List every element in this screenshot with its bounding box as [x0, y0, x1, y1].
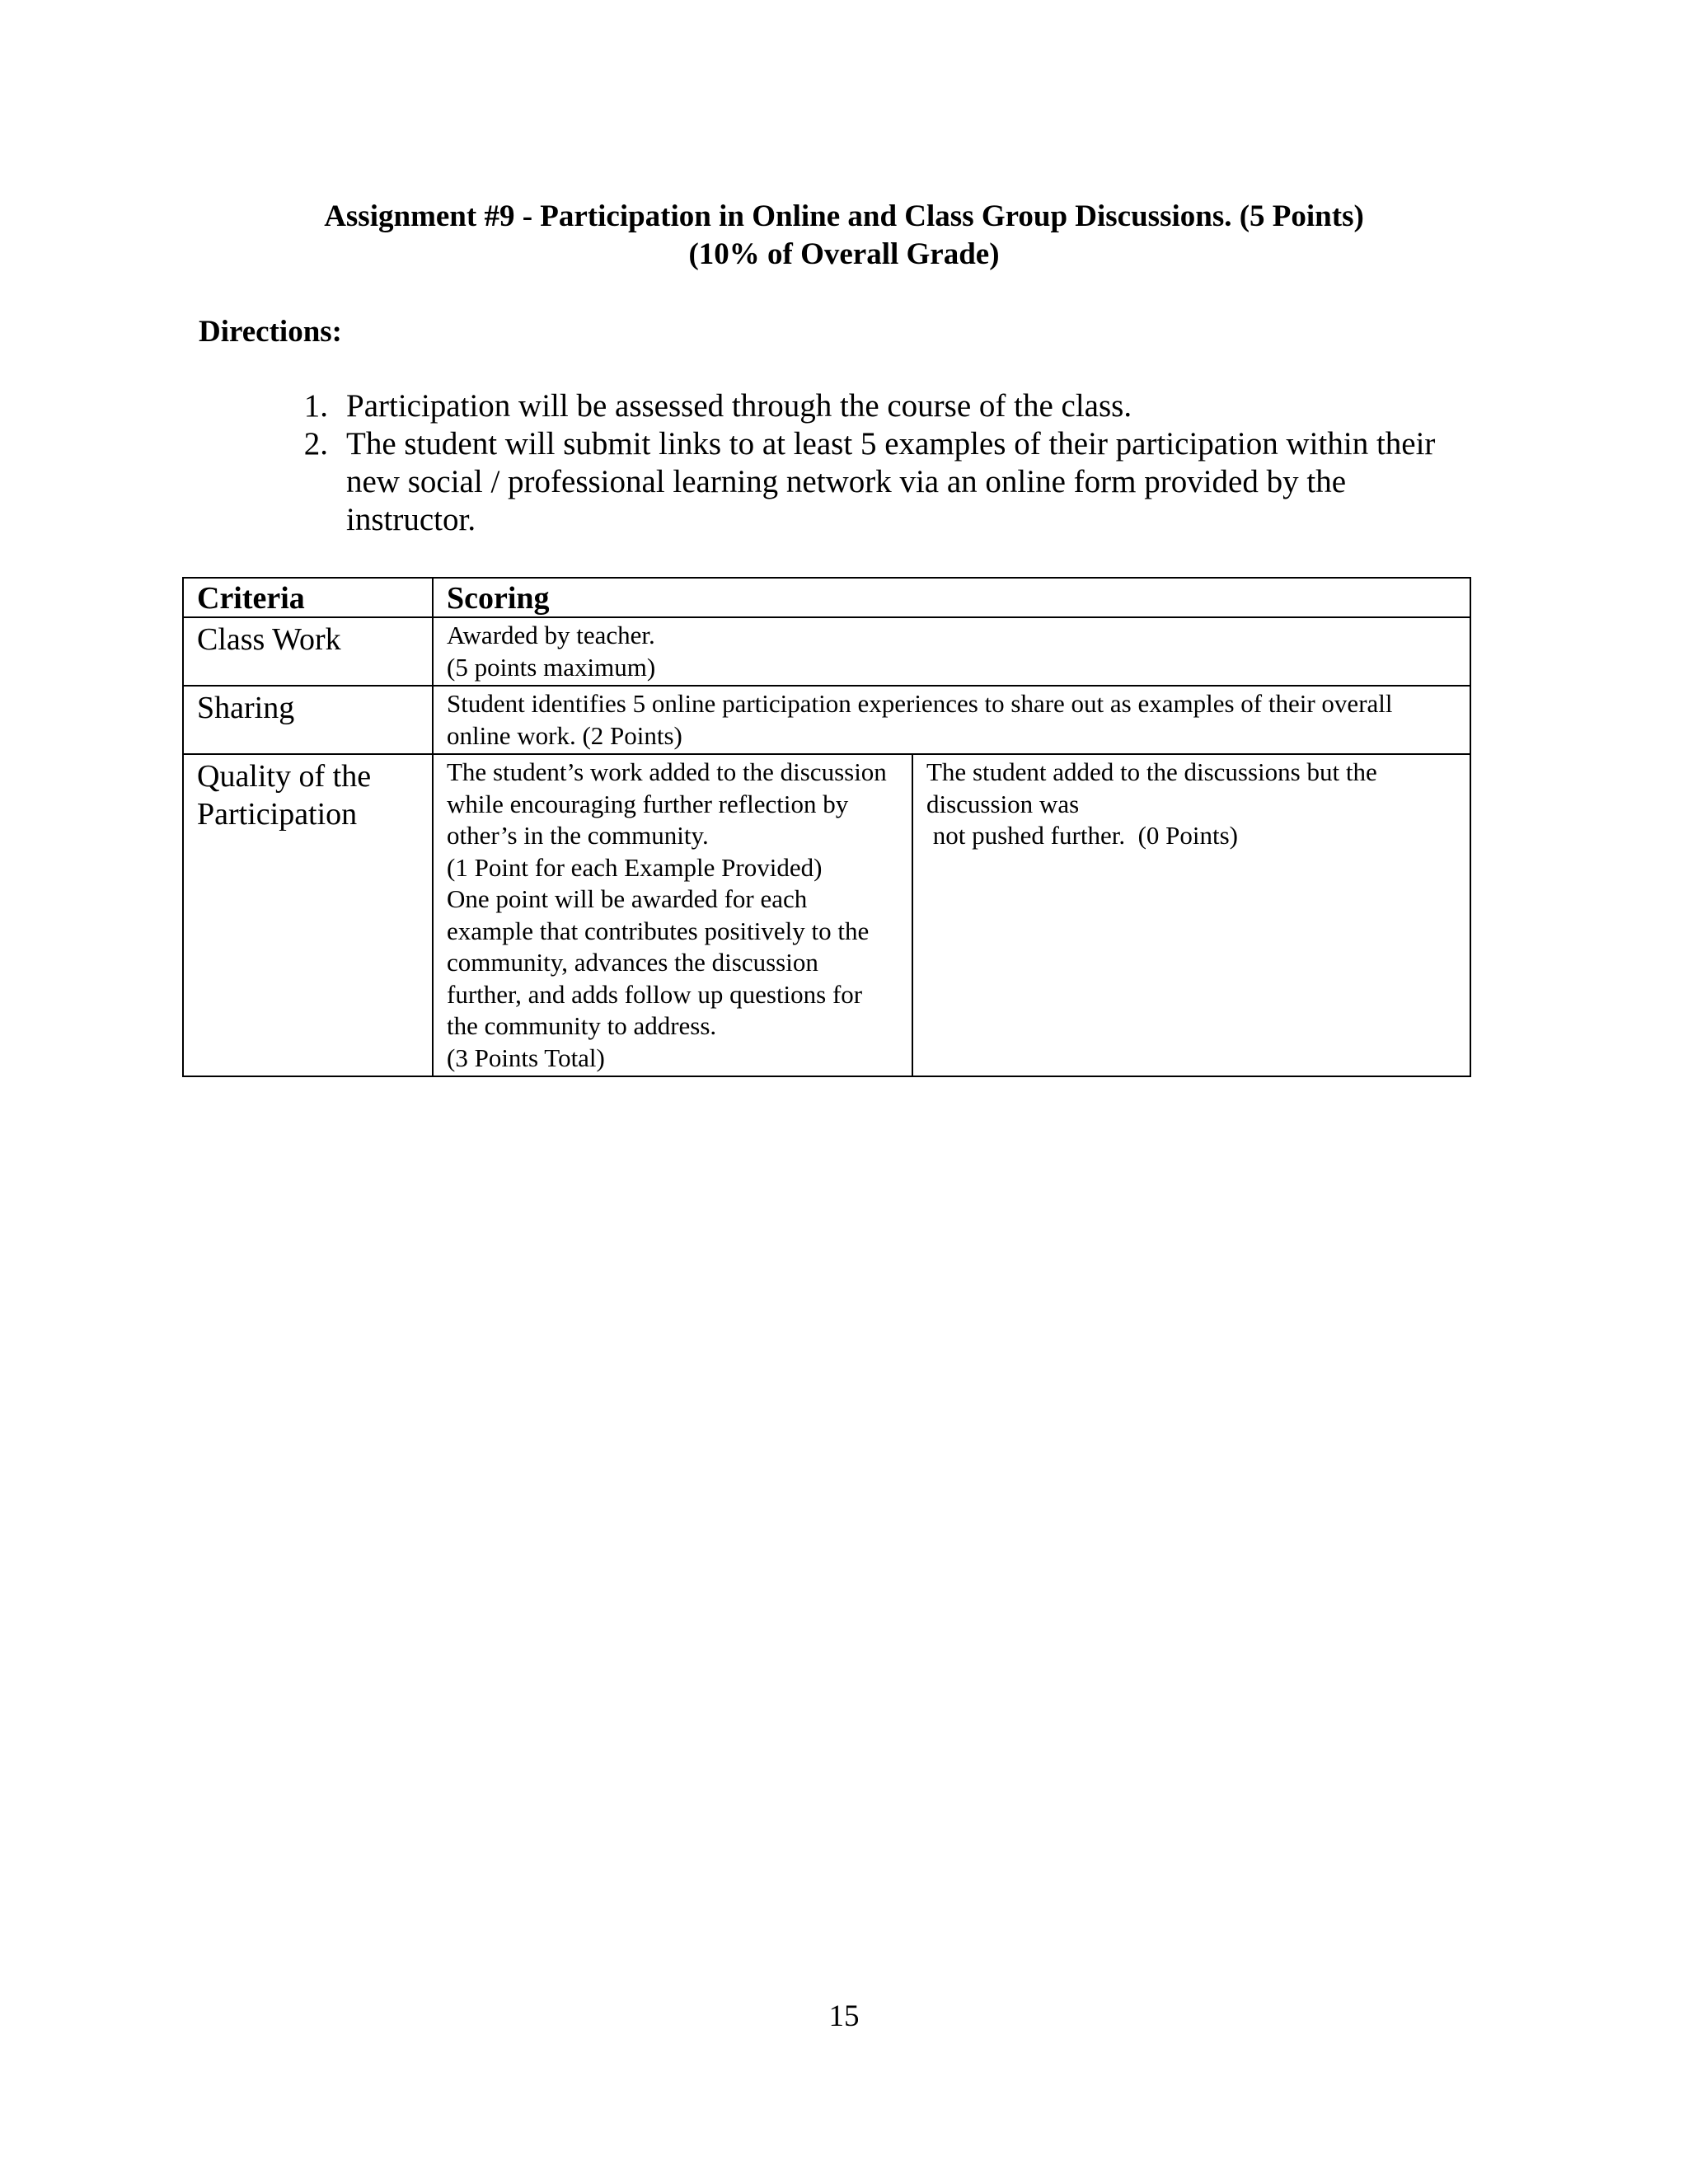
scoring-line: The student’s work added to the discussion while encouraging further reflection by other’s in the community. — [447, 757, 887, 850]
scoring-line: One point will be awarded for each example that contributes positively to the community, advances the discussion further, and adds follow up questions for the community to address. — [447, 884, 870, 1040]
criteria-cell: Sharing — [183, 686, 433, 754]
rubric-table — [182, 577, 1471, 1077]
title-line-2: (10% of Overall Grade) — [688, 237, 1000, 271]
scoring-line: The student added to the discussions but the discussion was — [926, 757, 1377, 818]
directions-heading: Directions: — [199, 315, 342, 349]
scoring-cell — [433, 617, 1470, 686]
item-number: 1. — [303, 388, 328, 424]
scoring-line: (1 Point for each Example Provided) — [447, 852, 823, 882]
scoring-line: (3 Points Total) — [447, 1043, 605, 1072]
directions-item — [288, 387, 1475, 425]
rubric-header-row — [183, 578, 1470, 617]
directions-item — [288, 425, 1475, 539]
title-line-1: Assignment #9 - Participation in Online and Class Group Discussions. (5 Points) — [324, 199, 1364, 233]
scoring-cell-no-credit — [912, 754, 1470, 1076]
scoring-cell-full-credit — [433, 754, 912, 1076]
scoring-line: Awarded by teacher. — [447, 621, 655, 649]
scoring-line: not pushed further. (0 Points) — [926, 821, 1238, 850]
item-text: Participation will be assessed through the course of the class. — [346, 388, 1132, 424]
rubric-row-sharing — [183, 686, 1470, 754]
scoring-line: (5 points maximum) — [447, 652, 656, 682]
item-text: The student will submit links to at least 5 examples of their participation within their new social / professional learning network via an online form provided by the instructor. — [346, 426, 1436, 537]
scoring-header: Scoring — [433, 578, 1470, 617]
page-number: 15 — [828, 1999, 860, 2033]
criteria-cell: Class Work — [183, 617, 433, 686]
scoring-cell: Student identifies 5 online participation experiences to share out as examples of their overall online work. (2 Points) — [433, 686, 1470, 754]
assignment-title — [0, 198, 1688, 274]
directions-list — [288, 387, 1475, 539]
rubric-row-class-work — [183, 617, 1470, 686]
criteria-header: Criteria — [183, 578, 433, 617]
criteria-cell: Quality of the Participation — [183, 754, 433, 1076]
item-number: 2. — [303, 426, 328, 462]
rubric-row-quality — [183, 754, 1470, 1076]
